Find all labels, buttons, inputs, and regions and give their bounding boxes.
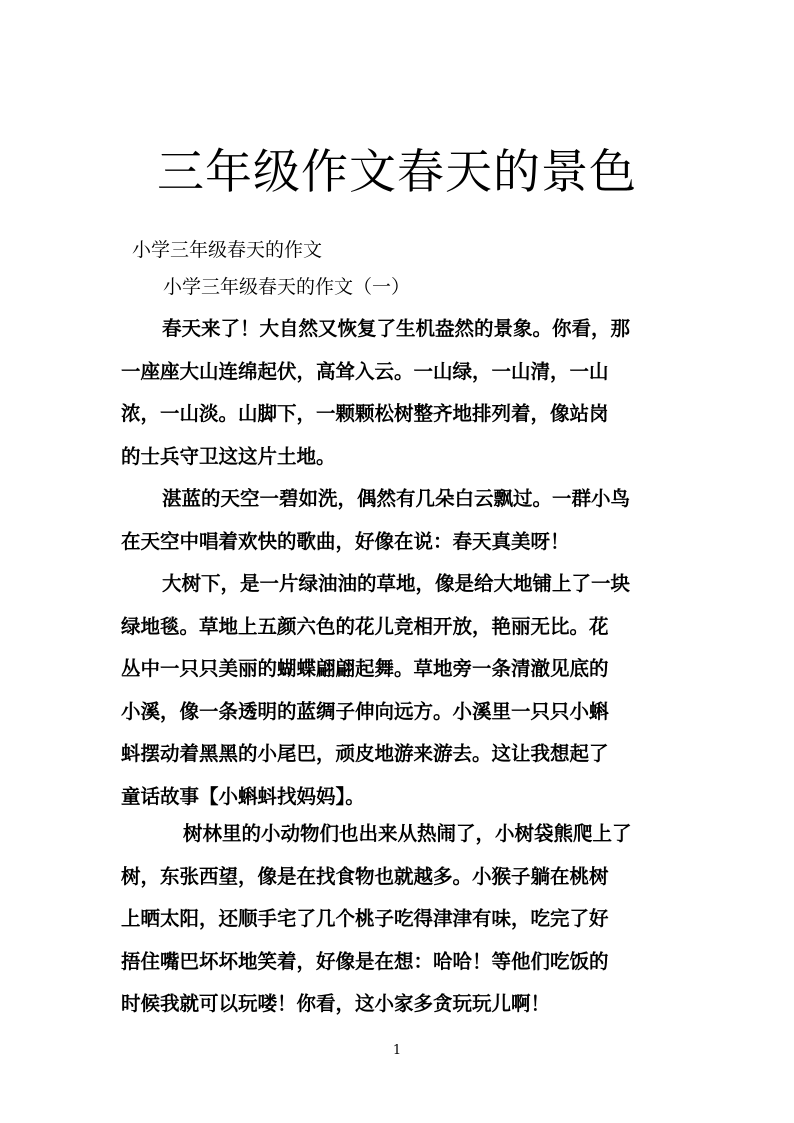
paragraph-line: 蚪摆动着黑黑的小尾巴，顽皮地游来游去。这让我想起了 <box>121 742 609 766</box>
page-number: 1 <box>392 1043 402 1058</box>
paragraph-line: 在天空中唱着欢快的歌曲，好像在说：春天真美呀！ <box>121 529 570 553</box>
paragraph-line: 捂住嘴巴坏坏地笑着，好像是在想：哈哈！等他们吃饭的 <box>121 949 609 973</box>
paragraph-line: 浓，一山淡。山脚下，一颗颗松树整齐地排列着，像站岗 <box>121 402 609 426</box>
paragraph-line: 春天来了！大自然又恢复了生机盎然的景象。你看，那 <box>162 317 631 340</box>
paragraph-line: 大树下，是一片绿油油的草地，像是给大地铺上了一块 <box>162 572 631 595</box>
section-heading: 小学三年级春天的作文（一） <box>163 276 411 298</box>
paragraph-line: 的士兵守卫这这片土地。 <box>121 444 336 468</box>
paragraph-line: 树林里的小动物们也出来从热闹了，小树袋熊爬上了 <box>183 822 632 845</box>
paragraph-2 <box>121 486 681 571</box>
paragraph-line: 绿地毯。草地上五颜六色的花儿竞相开放，艳丽无比。花 <box>121 614 609 638</box>
paragraph-4 <box>121 821 681 1034</box>
document-subtitle: 小学三年级春天的作文 <box>132 239 323 261</box>
paragraph-line: 一座座大山连绵起伏，高耸入云。一山绿，一山清，一山 <box>121 359 609 383</box>
document-title: 三年级作文春天的景色 <box>157 145 637 200</box>
paragraph-line: 树，东张西望，像是在找食物也就越多。小猴子躺在桃树 <box>121 864 609 888</box>
paragraph-3 <box>121 571 681 827</box>
paragraph-line: 时候我就可以玩喽！你看，这小家多贪玩玩儿啊！ <box>121 992 551 1016</box>
paragraph-line: 童话故事【小蝌蚪找妈妈】。 <box>121 784 365 808</box>
paragraph-line: 湛蓝的天空一碧如洗，偶然有几朵白云飘过。一群小鸟 <box>162 487 631 510</box>
paragraph-line: 小溪，像一条透明的蓝绸子伸向远方。小溪里一只只小蝌 <box>121 699 609 723</box>
paragraph-line: 上晒太阳，还顺手宅了几个桃子吃得津津有味，吃完了好 <box>121 907 609 931</box>
paragraph-line: 丛中一只只美丽的蝴蝶翩翩起舞。草地旁一条清澈见底的 <box>121 657 609 681</box>
paragraph-1 <box>121 316 681 486</box>
